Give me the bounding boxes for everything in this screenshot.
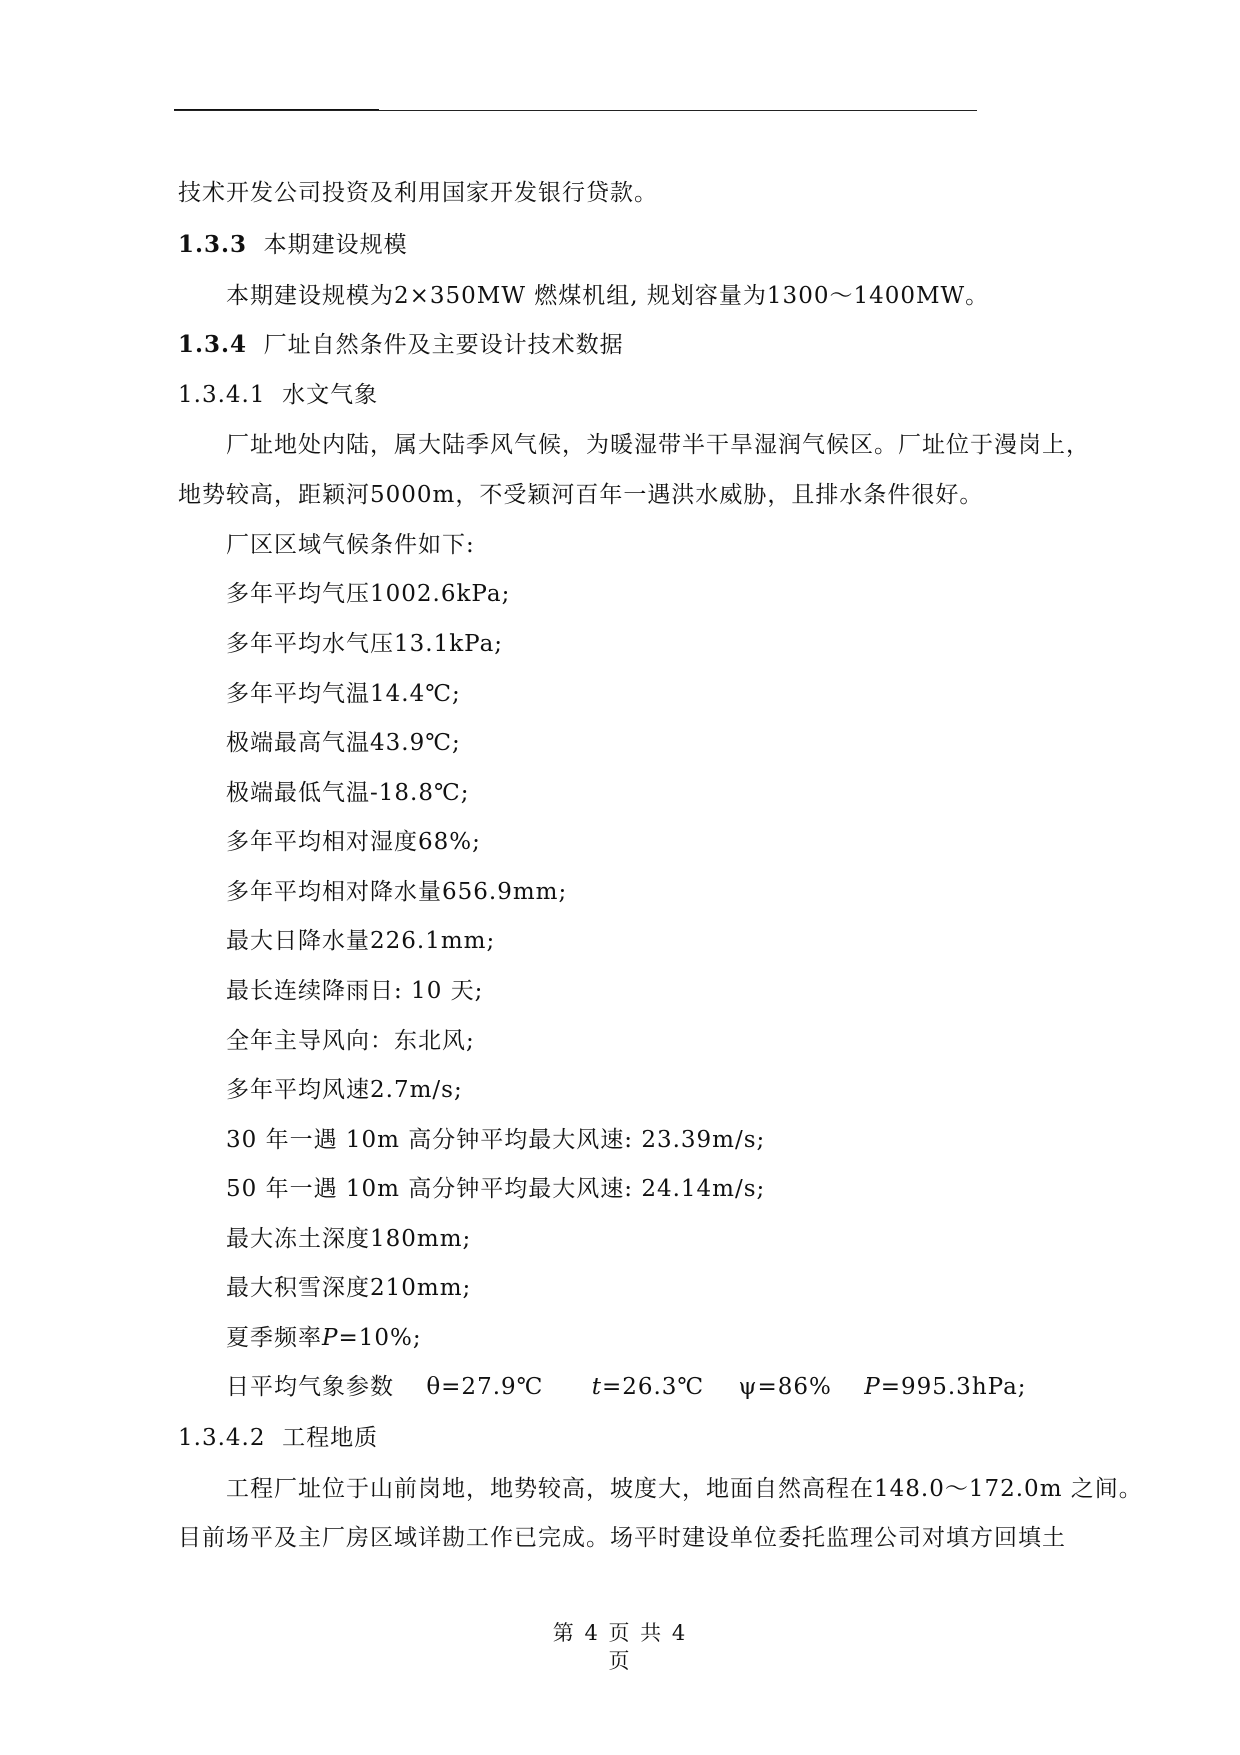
climate-item: 极端最高气温43.9℃; bbox=[226, 730, 461, 756]
climate-item: 极端最低气温-18.8℃; bbox=[226, 780, 470, 806]
section-heading-1-3-4-2 bbox=[178, 1423, 378, 1453]
climate-item: 最长连续降雨日: 10 天; bbox=[226, 978, 484, 1004]
text-fragment: θ=27.9℃ bbox=[426, 1374, 544, 1400]
climate-item: 多年平均气压1002.6kPa; bbox=[226, 581, 511, 607]
section-title: 厂址自然条件及主要设计技术数据 bbox=[263, 332, 624, 358]
text-fragment: P bbox=[322, 1325, 339, 1351]
text-fragment: =10%; bbox=[338, 1325, 422, 1351]
text-fragment: ψ=86% bbox=[738, 1374, 832, 1400]
climate-item: 全年主导风向：东北风; bbox=[226, 1028, 475, 1054]
section-number: 1.3.4 bbox=[178, 331, 248, 358]
paragraph-line: 本期建设规模为2×350MW 燃煤机组, 规划容量为1300～1400MW。 bbox=[226, 283, 990, 309]
section-number: 1.3.4.1 bbox=[178, 382, 266, 408]
paragraph-line: 厂区区域气候条件如下: bbox=[226, 532, 475, 558]
text-fragment: t bbox=[591, 1374, 602, 1400]
climate-item: 多年平均气温14.4℃; bbox=[226, 681, 461, 707]
text-fragment: 日平均气象参数 bbox=[226, 1374, 394, 1400]
section-title: 工程地质 bbox=[282, 1425, 379, 1451]
paragraph-line: 工程厂址位于山前岗地，地势较高，坡度大，地面自然高程在148.0～172.0m 之间。 bbox=[226, 1476, 1143, 1502]
text-fragment: =26.3℃ bbox=[601, 1374, 705, 1400]
climate-item: 多年平均水气压13.1kPa; bbox=[226, 631, 504, 657]
paragraph-line: 地势较高，距颖河5000m，不受颖河百年一遇洪水威胁，且排水条件很好。 bbox=[178, 482, 984, 508]
section-title: 本期建设规模 bbox=[263, 232, 408, 258]
section-title: 水文气象 bbox=[282, 382, 379, 408]
climate-item: 最大日降水量226.1mm; bbox=[226, 928, 496, 954]
climate-item: 多年平均风速2.7m/s; bbox=[226, 1077, 463, 1103]
climate-item bbox=[226, 1323, 422, 1353]
section-heading-1-3-4 bbox=[178, 330, 624, 360]
paragraph-line: 目前场平及主厂房区域详勘工作已完成。场平时建设单位委托监理公司对填方回填土 bbox=[178, 1525, 1066, 1551]
page-footer-line1: 第 4 页 共 4 bbox=[552, 1621, 688, 1645]
climate-item: 多年平均相对湿度68%; bbox=[226, 829, 481, 855]
climate-item: 最大冻土深度180mm; bbox=[226, 1226, 472, 1252]
paragraph-line: 厂址地处内陆，属大陆季风气候，为暖湿带半干旱湿润气候区。厂址位于漫岗上， bbox=[226, 432, 1090, 458]
climate-item bbox=[226, 1372, 1027, 1402]
section-number: 1.3.3 bbox=[178, 231, 248, 258]
text-fragment: 夏季频率 bbox=[226, 1325, 322, 1351]
header-rule bbox=[174, 110, 977, 111]
climate-item: 最大积雪深度210mm; bbox=[226, 1275, 472, 1301]
page-footer-line2: 页 bbox=[608, 1649, 632, 1673]
section-heading-1-3-3 bbox=[178, 230, 408, 260]
section-number: 1.3.4.2 bbox=[178, 1425, 266, 1451]
text-fragment: =995.3hPa; bbox=[880, 1374, 1027, 1400]
climate-item: 50 年一遇 10m 高分钟平均最大风速: 24.14m/s; bbox=[226, 1176, 766, 1202]
climate-item: 多年平均相对降水量656.9mm; bbox=[226, 879, 568, 905]
section-heading-1-3-4-1 bbox=[178, 380, 378, 410]
climate-item: 30 年一遇 10m 高分钟平均最大风速: 23.39m/s; bbox=[226, 1127, 766, 1153]
paragraph-line: 技术开发公司投资及利用国家开发银行贷款。 bbox=[178, 180, 658, 206]
text-fragment: P bbox=[864, 1374, 881, 1400]
